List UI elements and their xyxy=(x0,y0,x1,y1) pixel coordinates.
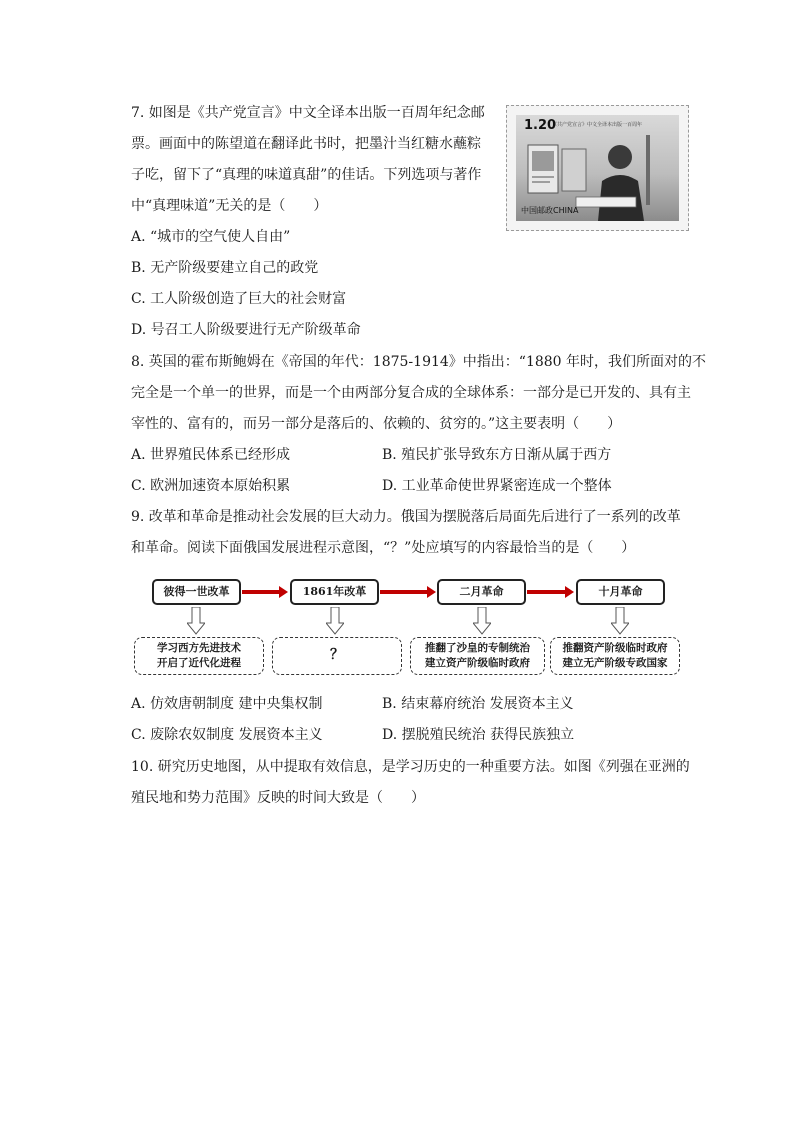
stage-box-1: 彼得一世改革 xyxy=(152,579,241,605)
down-arrow-3 xyxy=(473,607,491,635)
down-arrow-1 xyxy=(187,607,205,635)
q8-option-a: A. 世界殖民体系已经形成 xyxy=(131,447,291,463)
arrow-3 xyxy=(527,590,566,594)
stamp-caption: 《共产党宣言》中文全译本出版一百周年 xyxy=(552,122,643,128)
result-box-2 xyxy=(272,637,402,675)
result-box-1 xyxy=(134,637,264,675)
q7-option-c: C. 工人阶级创造了巨大的社会财富 xyxy=(131,291,347,307)
result-1-line-2: 开启了近代化进程 xyxy=(157,657,241,669)
stage-box-4: 十月革命 xyxy=(576,579,665,605)
q7-option-d: D. 号召工人阶级要进行无产阶级革命 xyxy=(131,322,361,338)
q9-line-2: 和革命。阅读下面俄国发展进程示意图，“？”处应填写的内容最恰当的是（ ） xyxy=(131,540,636,556)
q9-option-c: C. 废除农奴制度 发展资本主义 xyxy=(131,727,323,743)
result-1-line-1: 学习西方先进技术 xyxy=(157,642,241,654)
down-arrow-2 xyxy=(326,607,344,635)
q7-line-3: 子吃，留下了“真理的味道真甜”的佳话。下列选项与著作 xyxy=(131,167,482,183)
result-2-question-mark: ？ xyxy=(330,647,344,663)
q8-line-3: 宰性的、富有的，而另一部分是落后的、依赖的、贫穷的。”这主要表明（ ） xyxy=(131,416,622,432)
stage-box-2: 1861年改革 xyxy=(290,579,379,605)
result-box-3 xyxy=(410,637,545,675)
q7-line-2: 票。画面中的陈望道在翻译此书时，把墨汁当红糖水蘸粽 xyxy=(131,136,481,152)
q10-line-2: 殖民地和势力范围》反映的时间大致是（ ） xyxy=(131,790,425,806)
q7-option-b: B. 无产阶级要建立自己的政党 xyxy=(131,260,319,276)
arrow-2 xyxy=(380,590,428,594)
stamp-country: 中国邮政CHINA xyxy=(521,206,579,215)
arrow-1 xyxy=(242,590,280,594)
stage-box-3: 二月革命 xyxy=(437,579,526,605)
result-3-line-1: 推翻了沙皇的专制统治 xyxy=(425,642,530,654)
result-3-line-2: 建立资产阶级临时政府 xyxy=(425,657,530,669)
q8-option-c: C. 欧洲加速资本原始积累 xyxy=(131,478,291,494)
result-4-line-2: 建立无产阶级专政国家 xyxy=(562,657,668,669)
result-4-line-1: 推翻资产阶级临时政府 xyxy=(562,642,668,654)
q9-option-a: A. 仿效唐朝制度 建中央集权制 xyxy=(131,696,323,712)
stamp-value: 1.20 xyxy=(524,118,557,133)
down-arrow-4 xyxy=(611,607,629,635)
q8-line-1: 8. 英国的霍布斯鲍姆在《帝国的年代：1875-1914》中指出：“1880 年时，我们所面对的不 xyxy=(131,354,707,370)
q9-option-b: B. 结束幕府统治 发展资本主义 xyxy=(382,696,574,712)
q8-option-b: B. 殖民扩张导致东方日渐从属于西方 xyxy=(382,447,612,463)
stamp-image xyxy=(506,105,689,231)
q8-option-d: D. 工业革命使世界紧密连成一个整体 xyxy=(382,478,612,494)
q7-line-1: 7. 如图是《共产党宣言》中文全译本出版一百周年纪念邮 xyxy=(131,105,485,121)
q9-line-1: 9. 改革和革命是推动社会发展的巨大动力。俄国为摆脱落后局面先后进行了一系列的改革 xyxy=(131,509,681,525)
q9-option-d: D. 摆脱殖民统治 获得民族独立 xyxy=(382,727,575,743)
q7-option-a: A. “城市的空气使人自由” xyxy=(131,229,291,245)
q7-line-4: 中“真理味道”无关的是（ ） xyxy=(131,198,328,214)
q10-line-1: 10. 研究历史地图，从中提取有效信息，是学习历史的一种重要方法。如图《列强在亚洲的 xyxy=(131,759,690,775)
q8-line-2: 完全是一个单一的世界，而是一个由两部分复合成的全球体系：一部分是已开发的、具有主 xyxy=(131,385,691,401)
result-box-4 xyxy=(550,637,680,675)
